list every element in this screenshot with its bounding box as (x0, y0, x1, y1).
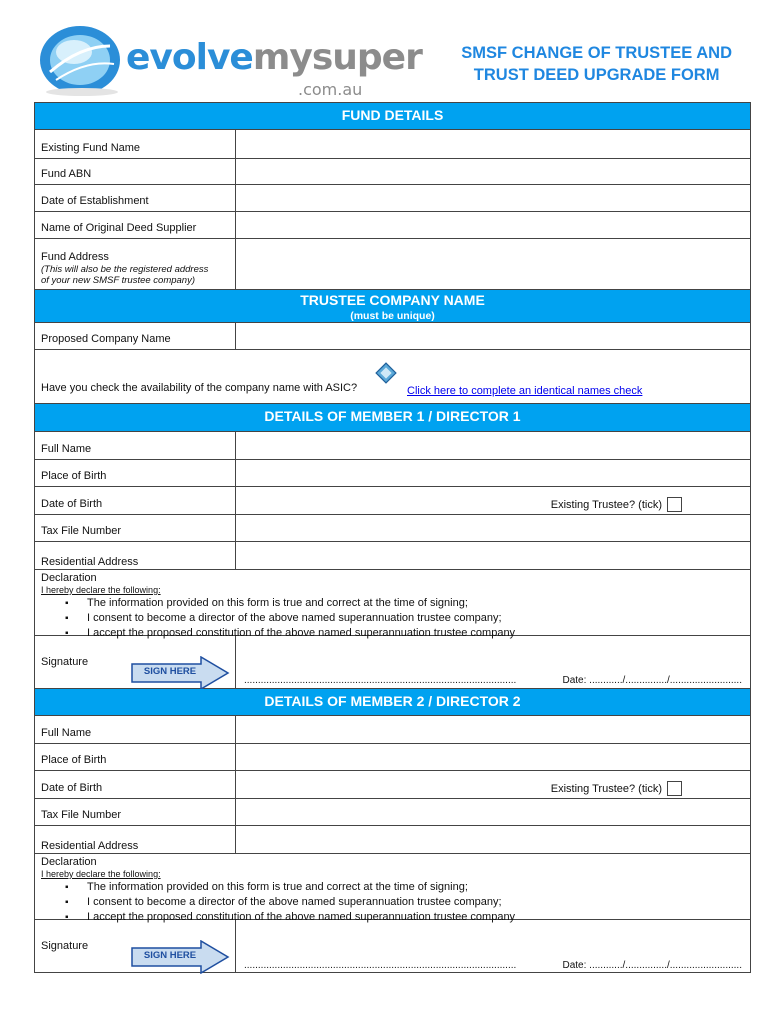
member2-dob-field[interactable] (235, 771, 750, 798)
evolvemysuper-logo (34, 10, 422, 102)
member1-full-name-row (35, 432, 750, 460)
fund-name-field[interactable] (235, 130, 750, 158)
member2-declaration-sub: I hereby declare the following: (41, 869, 161, 879)
date-established-row (35, 185, 750, 212)
logo-word-evolve: evolve (126, 37, 253, 78)
member2-declaration-item: ▪ I accept the proposed constitution of the above named superannuation trustee company (65, 910, 515, 925)
fund-name-label: Existing Fund Name (41, 142, 141, 154)
member1-place-label: Place of Birth (41, 470, 107, 482)
application-form (34, 102, 751, 973)
date-established-label: Date of Establishment (41, 195, 149, 207)
member1-declaration-item: ▪ The information provided on this form is true and correct at the time of signing; (65, 596, 515, 611)
member1-signature-line: .................................................................................................. (244, 675, 517, 686)
logo-word-mysuper: mysuper (252, 37, 422, 78)
member2-address-field[interactable] (235, 826, 750, 853)
member1-sign-here-label: SIGN HERE (143, 666, 197, 677)
proposed-company-row (35, 323, 750, 350)
member2-dob-row (35, 771, 750, 799)
deed-supplier-row (35, 212, 750, 239)
deed-supplier-label: Name of Original Deed Supplier (41, 222, 197, 234)
member2-place-field[interactable] (235, 744, 750, 770)
fund-details-title: FUND DETAILS (341, 107, 444, 123)
member1-declaration-list (65, 596, 515, 641)
fund-details-header (35, 103, 750, 130)
fund-address-note-1: (This will also be the registered address (41, 264, 209, 275)
member1-signature-row (35, 636, 750, 689)
member2-tfn-row (35, 799, 750, 826)
member2-address-row (35, 826, 750, 854)
deed-supplier-field[interactable] (235, 212, 750, 238)
member2-tfn-field[interactable] (235, 799, 750, 825)
member2-signature-label: Signature (41, 940, 89, 952)
member2-signature-line: .................................................................................................. (244, 960, 517, 971)
member1-address-field[interactable] (235, 542, 750, 569)
date-established-field[interactable] (235, 185, 750, 211)
fund-address-note-2: of your new SMSF trustee company) (41, 275, 195, 286)
member2-existing-trustee-checkbox[interactable] (667, 781, 682, 796)
asic-names-check-link[interactable]: Click here to complete an identical names check (407, 385, 643, 397)
member1-dob-label: Date of Birth (41, 498, 103, 510)
member1-declaration-item: ▪ I accept the proposed constitution of the above named superannuation trustee company (65, 626, 515, 641)
member1-title: DETAILS OF MEMBER 1 / DIRECTOR 1 (264, 408, 521, 424)
member1-place-field[interactable] (235, 460, 750, 486)
member1-full-name-label: Full Name (41, 443, 92, 455)
fund-abn-label: Fund ABN (41, 168, 92, 180)
logo-domain: .com.au (298, 80, 363, 99)
member1-existing-trustee-label: Existing Trustee? (tick) (550, 499, 662, 511)
member1-tfn-row (35, 515, 750, 542)
form-title-line2: TRUST DEED UPGRADE FORM (473, 66, 720, 84)
member2-signature-field[interactable] (235, 920, 750, 973)
member1-tfn-label: Tax File Number (41, 525, 122, 537)
member2-full-name-field[interactable] (235, 716, 750, 743)
member2-full-name-row (35, 716, 750, 744)
trustee-company-subtitle: (must be unique) (350, 310, 435, 322)
member1-existing-trustee-checkbox[interactable] (667, 497, 682, 512)
trustee-company-title: TRUSTEE COMPANY NAME (300, 292, 485, 308)
member2-signature-date: Date: ............/.............../.......................... (562, 960, 742, 971)
asic-check-row (35, 350, 750, 404)
member1-full-name-field[interactable] (235, 432, 750, 459)
member2-header (35, 689, 750, 716)
fund-address-title: Fund Address (41, 251, 109, 263)
asic-check-question: Have you check the availability of the company name with ASIC? (41, 382, 358, 394)
proposed-company-field[interactable] (235, 323, 750, 349)
member2-dob-label: Date of Birth (41, 782, 103, 794)
member1-signature-label: Signature (41, 656, 89, 668)
member2-declaration (35, 854, 750, 923)
member1-address-row (35, 542, 750, 570)
member2-signature-row (35, 920, 750, 973)
fund-name-row (35, 130, 750, 159)
member1-declaration (35, 570, 750, 639)
member2-place-row (35, 744, 750, 771)
member2-declaration-item: ▪ I consent to become a director of the above named superannuation trustee company; (65, 895, 515, 910)
globe-logo-icon (36, 16, 128, 96)
member2-declaration-list (65, 880, 515, 925)
fund-address-field[interactable] (235, 239, 750, 289)
member1-signature-field[interactable] (235, 636, 750, 688)
member1-declaration-sub: I hereby declare the following: (41, 585, 161, 595)
member1-dob-field[interactable] (235, 487, 750, 514)
member2-full-name-label: Full Name (41, 727, 92, 739)
member1-signature-date: Date: ............/.............../.......................... (562, 675, 742, 686)
form-title (461, 42, 732, 86)
member1-tfn-field[interactable] (235, 515, 750, 541)
proposed-company-label: Proposed Company Name (41, 333, 171, 345)
member1-place-row (35, 460, 750, 487)
member2-sign-here-label: SIGN HERE (143, 950, 197, 961)
logo-wordmark (126, 38, 422, 78)
member2-existing-trustee-label: Existing Trustee? (tick) (550, 783, 662, 795)
member2-title: DETAILS OF MEMBER 2 / DIRECTOR 2 (264, 693, 521, 709)
trustee-company-header (35, 290, 750, 323)
member2-place-label: Place of Birth (41, 754, 107, 766)
fund-abn-row (35, 159, 750, 185)
fund-abn-field[interactable] (235, 159, 750, 184)
member2-tfn-label: Tax File Number (41, 809, 122, 821)
member1-dob-row (35, 487, 750, 515)
fund-address-row (35, 239, 750, 290)
asic-link-icon[interactable] (375, 362, 397, 384)
member2-declaration-heading: Declaration (41, 856, 97, 868)
member2-address-label: Residential Address (41, 840, 139, 852)
member1-address-label: Residential Address (41, 556, 139, 568)
form-title-line1: SMSF CHANGE OF TRUSTEE AND (461, 44, 732, 62)
member1-header (35, 404, 750, 432)
member1-declaration-heading: Declaration (41, 572, 97, 584)
fund-address-label (41, 251, 208, 286)
member2-declaration-item: ▪ The information provided on this form is true and correct at the time of signing; (65, 880, 515, 895)
member1-declaration-item: ▪ I consent to become a director of the above named superannuation trustee company; (65, 611, 515, 626)
